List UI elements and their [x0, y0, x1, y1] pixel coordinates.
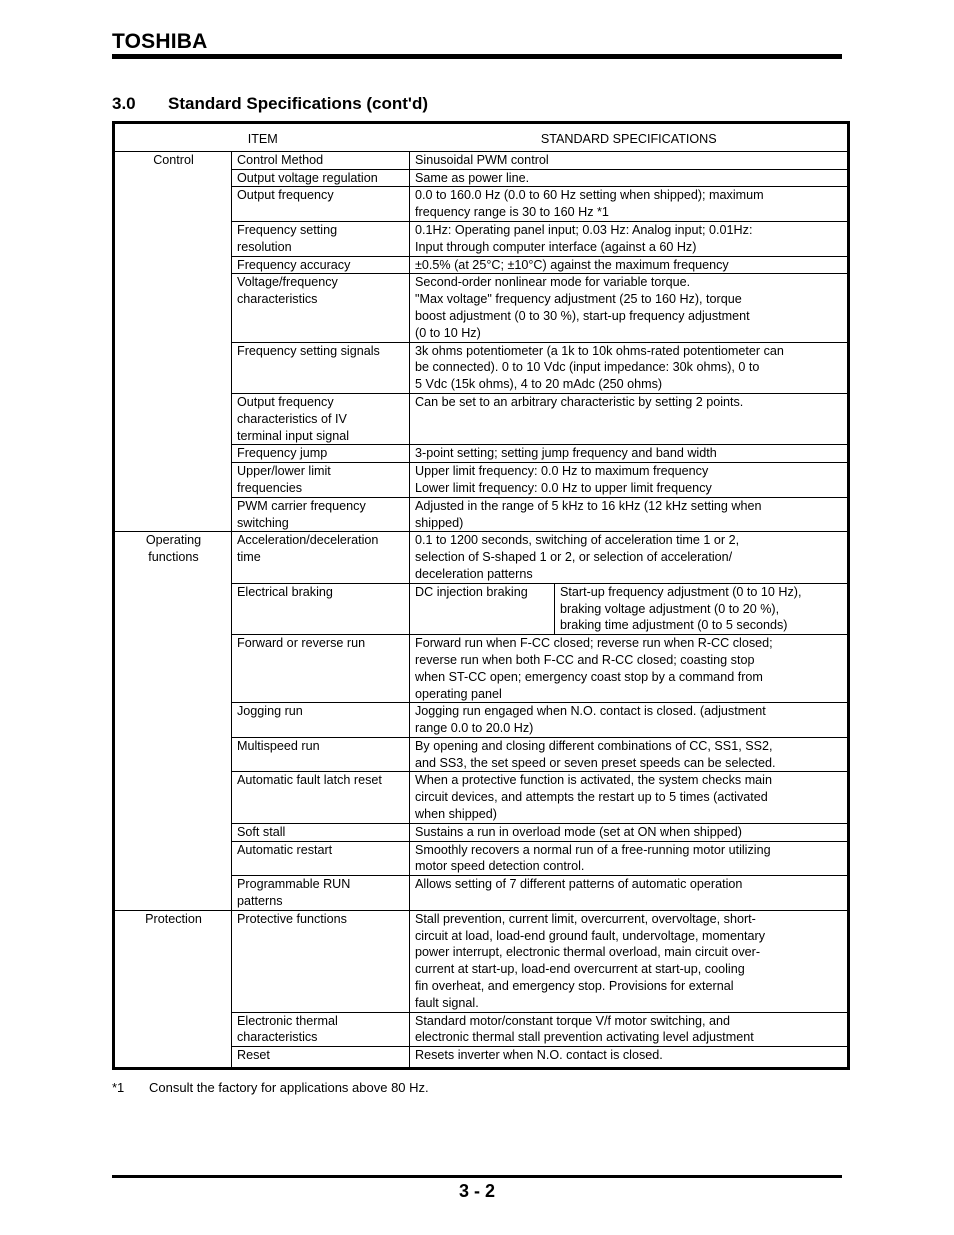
- spec-subtype-text: DC injection braking: [415, 584, 528, 599]
- group-label: [114, 151, 232, 532]
- item-label: PWM carrier frequency switching: [237, 498, 366, 530]
- spec-cell: [410, 910, 849, 1012]
- item-cell: [232, 274, 410, 342]
- item-cell: [232, 342, 410, 393]
- item-cell: [232, 256, 410, 274]
- item-label: Electronic thermal characteristics: [237, 1013, 338, 1045]
- section-number: 3.0: [112, 94, 136, 113]
- spec-text: Jogging run engaged when N.O. contact is closed. (adjustment range 0.0 to 20.0 Hz): [415, 704, 766, 736]
- item-cell: [232, 445, 410, 463]
- spec-cell: [410, 445, 849, 463]
- spec-cell: [410, 393, 849, 444]
- item-label: Forward or reverse run: [237, 636, 366, 651]
- item-cell: [232, 1012, 410, 1047]
- group-label: [114, 532, 232, 911]
- item-label: Voltage/frequency characteristics: [237, 275, 338, 307]
- item-label: Programmable RUN patterns: [237, 877, 351, 909]
- item-label: Automatic fault latch reset: [237, 773, 382, 788]
- spec-cell: [410, 532, 849, 583]
- spec-text: Can be set to an arbitrary characteristic by setting 2 points.: [415, 394, 744, 409]
- item-cell: [232, 772, 410, 823]
- spec-cell: [410, 342, 849, 393]
- spec-cell: [410, 169, 849, 187]
- spec-text: When a protective function is activated, the system checks main circuit devices, and attempts the restart up to 5 times (activated when shipped): [415, 773, 772, 822]
- item-cell: [232, 841, 410, 876]
- spec-cell: [410, 187, 849, 222]
- item-cell: [232, 583, 410, 634]
- item-label: Frequency setting resolution: [237, 222, 338, 254]
- spec-table: [112, 121, 850, 1070]
- item-label: Automatic restart: [237, 842, 333, 857]
- section-title: [112, 94, 428, 114]
- item-cell: [232, 532, 410, 583]
- header-rule: [112, 54, 842, 59]
- item-label: Acceleration/deceleration time: [237, 533, 379, 565]
- spec-detail-cell: [555, 583, 849, 634]
- spec-cell: [410, 274, 849, 342]
- spec-cell: [410, 772, 849, 823]
- spec-cell: [410, 256, 849, 274]
- spec-text: 0.1 to 1200 seconds, switching of acceleration time 1 or 2, selection of S-shaped 1 or 2, or selection of acceleration/ deceleration patterns: [415, 533, 740, 581]
- spec-text: 3-point setting; setting jump frequency and band width: [415, 446, 717, 461]
- item-cell: [232, 187, 410, 222]
- item-cell: [232, 463, 410, 498]
- spec-cell: [410, 1047, 849, 1069]
- spec-column-header: STANDARD SPECIFICATIONS: [410, 123, 849, 152]
- spec-text: Allows setting of 7 different patterns of automatic operation: [415, 877, 743, 892]
- item-cell: [232, 151, 410, 169]
- item-cell: [232, 737, 410, 772]
- table-row: [114, 151, 849, 169]
- group-label-text: Operating functions: [145, 533, 202, 565]
- group-label-text: Protection: [145, 911, 202, 926]
- item-cell: [232, 221, 410, 256]
- spec-cell: [410, 463, 849, 498]
- item-cell: [232, 393, 410, 444]
- spec-text: Standard motor/constant torque V/f motor switching, and electronic thermal stall prevention activating level adjustment: [415, 1013, 754, 1045]
- item-label: Multispeed run: [237, 738, 320, 753]
- item-label: Output voltage regulation: [237, 170, 378, 185]
- page-number: 3 - 2: [458, 1181, 496, 1201]
- section-heading: Standard Specifications (cont'd): [168, 94, 429, 113]
- spec-text: Resets inverter when N.O. contact is closed.: [415, 1048, 663, 1063]
- item-cell: [232, 876, 410, 911]
- table-row: [114, 910, 849, 1012]
- item-cell: [232, 823, 410, 841]
- group-label: [114, 910, 232, 1068]
- spec-cell: [410, 703, 849, 738]
- spec-text: Sinusoidal PWM control: [415, 152, 549, 167]
- spec-detail-text: Start-up frequency adjustment (0 to 10 Hz), braking voltage adjustment (0 to 20 %), braking time adjustment (0 to 5 seconds): [560, 584, 802, 633]
- item-label: Reset: [237, 1048, 270, 1063]
- item-label: Output frequency characteristics of IV terminal input signal: [237, 394, 350, 443]
- spec-cell: [410, 1012, 849, 1047]
- spec-text: Same as power line.: [415, 170, 530, 185]
- spec-text: Stall prevention, current limit, overcurrent, overvoltage, short- circuit at load, load-end ground fault, undervoltage, momentary power interrupt, electronic thermal overload, main circuit over- current at start-up, load-end overcurrent at start-up, cooling fin overheat, and emergency stop. Provisions for external fault signal.: [415, 911, 766, 1010]
- spec-cell: [410, 151, 849, 169]
- item-cell: [232, 1047, 410, 1069]
- spec-cell: [410, 221, 849, 256]
- item-label: Frequency setting signals: [237, 343, 380, 358]
- spec-text: 0.0 to 160.0 Hz (0.0 to 60 Hz setting when shipped); maximum frequency range is 30 to 160 Hz *1: [415, 188, 764, 220]
- spec-cell: [410, 635, 849, 703]
- spec-text: Sustains a run in overload mode (set at ON when shipped): [415, 824, 742, 839]
- footer-rule: [112, 1175, 842, 1178]
- item-column-header: ITEM: [114, 123, 410, 152]
- item-label: Control Method: [237, 152, 324, 167]
- item-cell: [232, 497, 410, 532]
- item-label: Upper/lower limit frequencies: [237, 464, 331, 495]
- item-cell: [232, 169, 410, 187]
- item-cell: [232, 635, 410, 703]
- spec-cell: [410, 737, 849, 772]
- spec-cell: [410, 876, 849, 911]
- spec-text: By opening and closing different combinations of CC, SS1, SS2, and SS3, the set speed or seven preset speeds can be selected.: [415, 738, 776, 770]
- item-cell: [232, 910, 410, 1012]
- item-label: Frequency jump: [237, 446, 328, 461]
- spec-text: 3k ohms potentiometer (a 1k to 10k ohms-rated potentiometer can be connected). 0 to 10 Vdc (input impedance: 30k ohms), 0 to 5 Vdc (15k ohms), 4 to 20 mAdc (250 ohms): [415, 343, 784, 392]
- item-label: Frequency accuracy: [237, 257, 351, 272]
- item-label: Protective functions: [237, 911, 347, 926]
- spec-cell: [410, 497, 849, 532]
- spec-text: Forward run when F-CC closed; reverse run when R-CC closed; reverse run when both F-CC and R-CC closed; coasting stop when ST-CC open; emergency coast stop by a command from operating panel: [415, 636, 773, 701]
- item-label: Output frequency: [237, 188, 334, 203]
- spec-subtype-cell: [410, 583, 555, 634]
- table-header-row: [114, 123, 849, 152]
- item-label: Soft stall: [237, 824, 286, 839]
- spec-text: Second-order nonlinear mode for variable torque. "Max voltage" frequency adjustment (25 to 160 Hz), torque boost adjustment (0 to 30 %), start-up frequency adjustment (0 to 10 Hz): [415, 275, 750, 340]
- spec-text: ±0.5% (at 25°C; ±10°C) against the maximum frequency: [415, 257, 729, 272]
- footnote: [112, 1080, 429, 1095]
- spec-table-container: [112, 121, 850, 1070]
- spec-text: Upper limit frequency: 0.0 Hz to maximum frequency Lower limit frequency: 0.0 Hz to upper limit frequency: [415, 464, 712, 495]
- spec-cell: [410, 823, 849, 841]
- spec-text: Smoothly recovers a normal run of a free-running motor utilizing motor speed detection control.: [415, 842, 771, 874]
- footnote-text: Consult the factory for applications above 80 Hz.: [149, 1080, 429, 1095]
- spec-cell: [410, 841, 849, 876]
- brand-logo-text: TOSHIBA: [112, 30, 208, 53]
- footnote-mark: *1: [112, 1080, 125, 1095]
- spec-text: Adjusted in the range of 5 kHz to 16 kHz (12 kHz setting when shipped): [415, 498, 762, 530]
- item-label: Electrical braking: [237, 584, 333, 599]
- item-label: Jogging run: [237, 704, 303, 719]
- table-row: [114, 532, 849, 583]
- group-label-text: Control: [153, 152, 194, 167]
- item-cell: [232, 703, 410, 738]
- spec-table-body: [114, 151, 849, 1068]
- spec-text: 0.1Hz: Operating panel input; 0.03 Hz: Analog input; 0.01Hz: Input through computer interface (against a 60 Hz): [415, 222, 753, 254]
